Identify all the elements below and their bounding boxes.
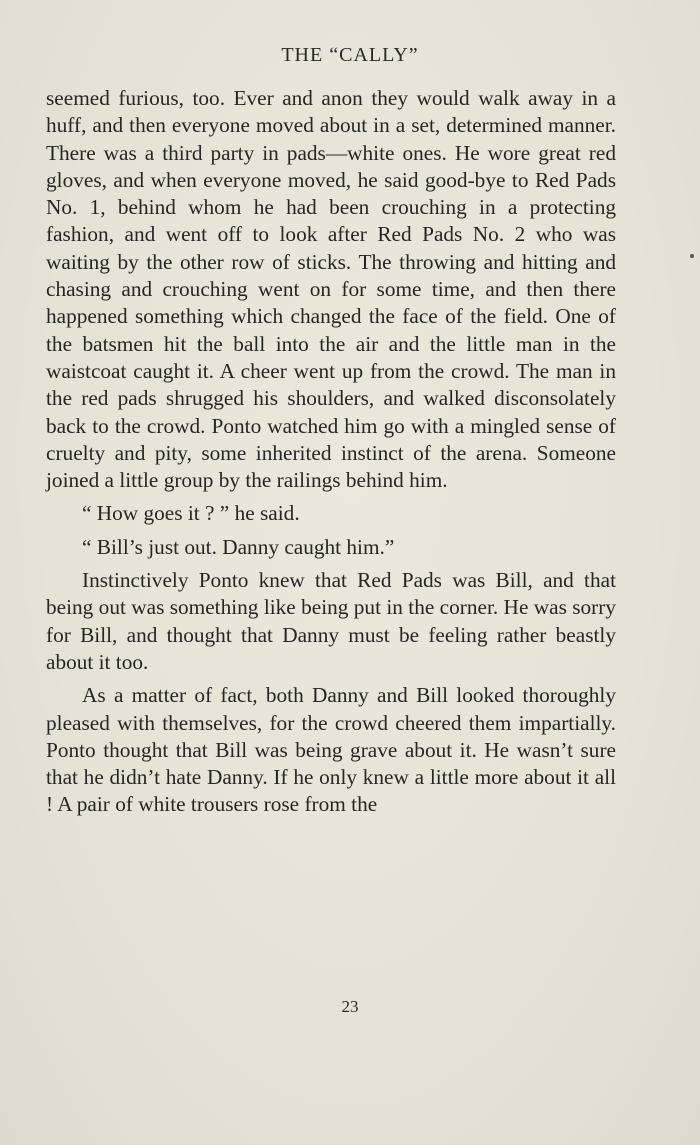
- page-number: 23: [341, 997, 359, 1016]
- paragraph-3: “ Bill’s just out. Danny caught him.”: [82, 534, 395, 559]
- paragraph-2: “ How goes it ? ” he said.: [82, 501, 300, 526]
- body-text: [46, 85, 616, 819]
- paragraph-1: seemed furious, too. Ever and anon they would walk away in a huff, and then everyone moved about in a set, determined manner. There was a third party in pads—white ones. He wore great red gloves, and when everyone moved, he said good-bye to Red Pads No. 1, behind whom he had been crouching in a protecting fashion, and went off to look after Red Pads No. 2 who was waiting by the other row of sticks. The throwing and hitting and chasing and crouching went on for some time, and then there happened something which changed the face of the field. One of the batsmen hit the ball into the air and the little man in the waistcoat caught it. A cheer went up from the crowd. The man in the red pads shrugged his shoulders, and walked disconsolately back to the crowd. Ponto watched him go with a mingled sense of cruelty and pity, some inherited instinct of the arena. Someone joined a little group by the railings behind him.: [46, 86, 616, 493]
- ink-speck: [690, 254, 694, 258]
- paragraph-5: As a matter of fact, both Danny and Bill looked thoroughly pleased with themselves, for the crowd cheered them impartially. Ponto thought that Bill was being grave about it. He wasn’t sure that he didn’t hate Danny. If he only knew a little more about it all ! A pair of white trousers rose from the: [46, 683, 616, 817]
- paragraph-4: Instinctively Ponto knew that Red Pads was Bill, and that being out was something like being put in the corner. He was sorry for Bill, and thought that Danny must be feeling rather beastly about it too.: [46, 568, 616, 674]
- running-head: THE “CALLY”: [281, 44, 419, 66]
